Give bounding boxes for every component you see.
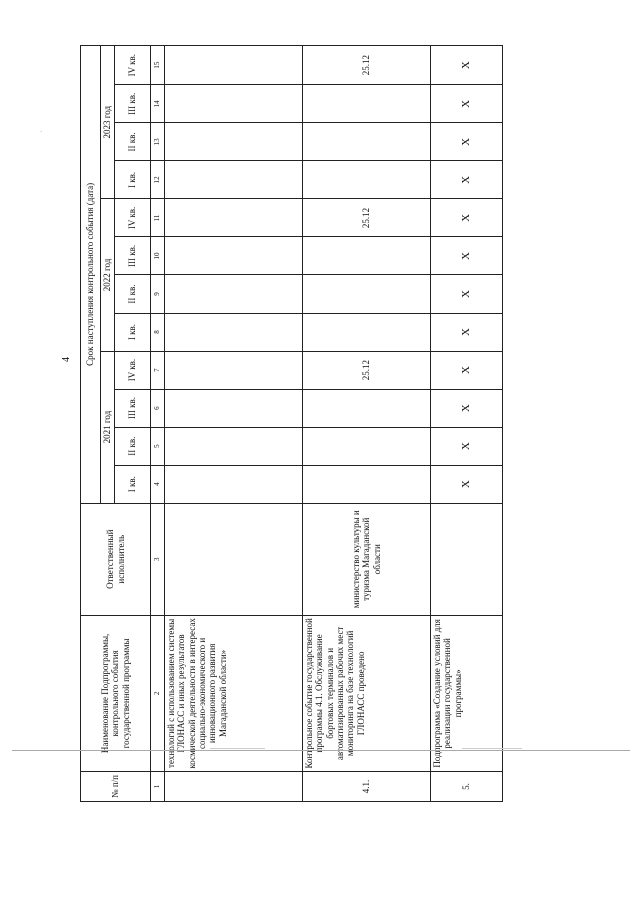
header-quarter: II кв. — [115, 123, 151, 161]
column-index: 10 — [151, 237, 165, 275]
row-cell: X — [431, 465, 503, 503]
row-cell — [303, 313, 431, 351]
scan-artifact-line — [210, 748, 265, 749]
column-index: 14 — [151, 85, 165, 123]
row-cell — [165, 199, 303, 237]
row-responsible: министерство культуры и туризма Магаданской области — [303, 503, 431, 615]
table-row — [303, 46, 431, 802]
control-events-table — [80, 45, 503, 802]
row-name: Подпрограмма «Создание условий для реализации государственной программы» — [431, 615, 503, 771]
row-cell — [165, 46, 303, 85]
scan-artifact-line — [462, 748, 522, 749]
row-cell: X — [431, 123, 503, 161]
row-cell — [165, 465, 303, 503]
row-cell — [303, 85, 431, 123]
row-cell: X — [431, 237, 503, 275]
header-year-2021: 2021 год — [101, 351, 115, 503]
scan-mark: · — [40, 128, 43, 136]
header-quarter: III кв. — [115, 389, 151, 427]
row-cell — [303, 275, 431, 313]
column-index: 13 — [151, 123, 165, 161]
row-cell: 25.12 — [303, 46, 431, 85]
header-quarter: I кв. — [115, 465, 151, 503]
row-cell — [303, 161, 431, 199]
row-num — [165, 771, 303, 801]
row-cell — [165, 237, 303, 275]
column-index: 9 — [151, 275, 165, 313]
header-quarter: I кв. — [115, 313, 151, 351]
row-cell — [303, 389, 431, 427]
column-index: 11 — [151, 199, 165, 237]
header-num: № п/п — [81, 771, 151, 801]
column-index: 12 — [151, 161, 165, 199]
row-cell: X — [431, 427, 503, 465]
column-index: 2 — [151, 615, 165, 771]
row-cell: X — [431, 199, 503, 237]
row-cell: X — [431, 85, 503, 123]
row-cell — [165, 161, 303, 199]
row-cell — [165, 123, 303, 161]
row-num: 5. — [431, 771, 503, 801]
row-cell: 25.12 — [303, 199, 431, 237]
header-quarter: IV кв. — [115, 199, 151, 237]
row-cell — [165, 85, 303, 123]
row-responsible — [165, 503, 303, 615]
header-year-2023: 2023 год — [101, 46, 115, 199]
column-index: 15 — [151, 46, 165, 85]
header-name: Наименование Подпрограммы, контрольного события государственной программы — [81, 615, 151, 771]
header-quarter: II кв. — [115, 427, 151, 465]
row-cell: X — [431, 275, 503, 313]
column-index: 4 — [151, 465, 165, 503]
row-name: технологий с использованием системы ГЛОНАСС и иных результатов космической деятельности в интересах социально-экономического и инновационного развития Магаданской области» — [165, 615, 303, 771]
header-quarter: II кв. — [115, 275, 151, 313]
row-cell: X — [431, 46, 503, 85]
row-cell — [165, 351, 303, 389]
row-name: Контрольное событие государственной программы 4.1. Обслуживание бортовых терминалов и автоматизированных рабочих мест мониторинга на базе технологий ГЛОНАСС проведено — [303, 615, 431, 771]
row-cell — [303, 237, 431, 275]
header-quarter: I кв. — [115, 161, 151, 199]
row-cell: X — [431, 351, 503, 389]
table-row — [165, 46, 303, 802]
header-quarter: III кв. — [115, 237, 151, 275]
column-index: 8 — [151, 313, 165, 351]
row-cell — [303, 123, 431, 161]
row-cell — [303, 465, 431, 503]
column-index: 5 — [151, 427, 165, 465]
row-cell — [165, 275, 303, 313]
row-responsible — [431, 503, 503, 615]
row-num: 4.1. — [303, 771, 431, 801]
header-period: Срок наступления контрольного события (дата) — [81, 46, 101, 504]
row-cell — [165, 389, 303, 427]
header-quarter: IV кв. — [115, 351, 151, 389]
page-divider — [12, 750, 630, 751]
header-year-2022: 2022 год — [101, 199, 115, 351]
table-row — [431, 46, 503, 802]
column-index: 1 — [151, 771, 165, 801]
row-cell: X — [431, 313, 503, 351]
header-responsible: Ответственный исполнитель — [81, 503, 151, 615]
row-cell: X — [431, 161, 503, 199]
rotated-table-container — [80, 45, 502, 802]
column-index: 7 — [151, 351, 165, 389]
row-cell — [165, 427, 303, 465]
row-cell — [165, 313, 303, 351]
row-cell: X — [431, 389, 503, 427]
header-quarter: III кв. — [115, 85, 151, 123]
page-number: 4 — [61, 357, 72, 362]
row-cell — [303, 427, 431, 465]
column-index: 3 — [151, 503, 165, 615]
row-cell: 25.12 — [303, 351, 431, 389]
header-quarter: IV кв. — [115, 46, 151, 85]
column-index: 6 — [151, 389, 165, 427]
